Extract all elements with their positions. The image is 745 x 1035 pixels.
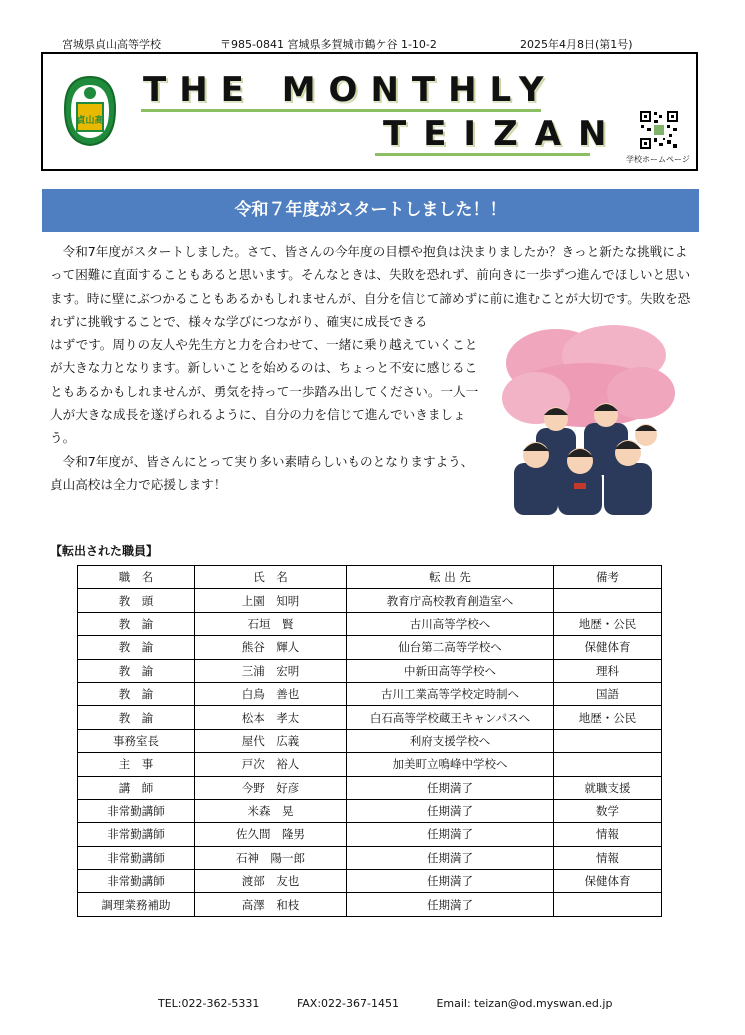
cell-remarks [554,753,662,776]
cell-remarks: 情報 [554,823,662,846]
transferred-staff-table [77,565,662,917]
masthead-title-line2: TEIZAN [383,114,624,154]
cell-position: 講 師 [78,776,195,799]
footer-email[interactable]: Email: teizan@od.myswan.ed.jp [436,997,613,1010]
cell-position: 調理業務補助 [78,893,195,916]
cell-destination: 古川高等学校へ [347,612,554,635]
column-header-destination: 転 出 先 [347,566,554,589]
staff-rows [78,589,662,916]
cell-destination: 任期満了 [347,846,554,869]
cell-name: 石垣 賢 [195,612,347,635]
cell-name: 佐久間 隆男 [195,823,347,846]
table-row [78,612,662,635]
table-row [78,799,662,822]
article-paragraph-1-continued: はずです。周りの友人や先生方と力を合わせて、一緒に乗り越えていくことが大きな力となります。新しいことを始めるのは、ちょっと不安に感じることもあるかもしれませんが、勇気を持って一歩踏み出してください。一人一人が大きな成長を遂げられるように、自分の力を信じて進んでいきましょう。 [50,337,479,446]
cell-name: 戸次 裕人 [195,753,347,776]
cell-position: 非常勤講師 [78,846,195,869]
masthead-title-line1: THE MONTHLY [143,70,557,110]
issue-date: 2025年4月8日(第1号) [520,38,633,51]
cell-remarks: 情報 [554,846,662,869]
table-row [78,636,662,659]
cell-destination: 任期満了 [347,893,554,916]
column-header-name: 氏 名 [195,566,347,589]
cherry-blossom-students-illustration [496,323,676,515]
table-row [78,706,662,729]
cell-destination: 任期満了 [347,823,554,846]
cell-name: 今野 好彦 [195,776,347,799]
cell-position: 教 諭 [78,706,195,729]
logo-text: 貞山高 [76,116,104,126]
cell-destination: 教育庁高校教育創造室へ [347,589,554,612]
footer-fax: FAX:022-367-1451 [296,997,399,1010]
cell-destination: 利府支援学校へ [347,729,554,752]
cell-remarks [554,729,662,752]
cell-name: 石神 陽一郎 [195,846,347,869]
school-address: 〒985-0841 宮城県多賀城市鶴ケ谷 1-10-2 [220,38,437,51]
cell-position: 教 諭 [78,682,195,705]
masthead [41,52,698,171]
top-info-line [62,36,682,52]
cell-destination: 仙台第二高等学校へ [347,636,554,659]
table-row [78,729,662,752]
cell-destination: 任期満了 [347,870,554,893]
cell-name: 渡部 友也 [195,870,347,893]
table-row [78,589,662,612]
cell-position: 教 頭 [78,589,195,612]
cell-remarks: 地歴・公民 [554,612,662,635]
cell-position: 事務室長 [78,729,195,752]
cell-remarks [554,589,662,612]
table-row [78,893,662,916]
cell-position: 非常勤講師 [78,799,195,822]
cell-position: 非常勤講師 [78,823,195,846]
cell-destination: 任期満了 [347,799,554,822]
cell-remarks: 保健体育 [554,636,662,659]
cell-remarks [554,893,662,916]
cell-name: 上園 知明 [195,589,347,612]
cell-remarks: 数学 [554,799,662,822]
cell-destination: 加美町立鳴峰中学校へ [347,753,554,776]
cell-name: 松本 孝太 [195,706,347,729]
cell-name: 屋代 広義 [195,729,347,752]
cell-name: 白鳥 善也 [195,682,347,705]
article-paragraph-2: 令和7年度が、皆さんにとって実り多い素晴らしいものとなりますよう、貞山高校は全力で応援します！ [50,453,474,492]
cell-destination: 任期満了 [347,776,554,799]
staff-section-title: 【転出された職員】 [50,544,159,558]
table-row [78,659,662,682]
cell-name: 米森 晃 [195,799,347,822]
table-row [78,823,662,846]
column-header-position: 職 名 [78,566,195,589]
footer-tel: TEL:022-362-5331 [158,997,260,1010]
cell-destination: 中新田高等学校へ [347,659,554,682]
cell-remarks: 地歴・公民 [554,706,662,729]
column-header-remarks: 備考 [554,566,662,589]
qr-label: 学校ホームページ [626,155,690,164]
cell-remarks: 保健体育 [554,870,662,893]
cell-remarks: 就職支援 [554,776,662,799]
cell-position: 主 事 [78,753,195,776]
cell-remarks: 国語 [554,682,662,705]
cell-name: 高澤 和枝 [195,893,347,916]
qr-code-icon[interactable] [639,110,679,150]
cell-position: 非常勤講師 [78,870,195,893]
table-row [78,682,662,705]
table-row [78,870,662,893]
cell-remarks: 理科 [554,659,662,682]
headline-banner: 令和７年度がスタートしました！！ [42,189,699,232]
footer-contact [158,997,646,1010]
cell-name: 三浦 宏明 [195,659,347,682]
cell-position: 教 諭 [78,636,195,659]
cell-name: 熊谷 輝人 [195,636,347,659]
cell-destination: 白石高等学校蔵王キャンパスへ [347,706,554,729]
cell-position: 教 諭 [78,659,195,682]
table-row [78,753,662,776]
school-emblem-logo [57,71,123,149]
table-row [78,776,662,799]
cell-destination: 古川工業高等学校定時制へ [347,682,554,705]
table-header-row [78,566,662,589]
school-name: 宮城県貞山高等学校 [62,38,161,51]
cell-position: 教 諭 [78,612,195,635]
table-row [78,846,662,869]
article-paragraph-1: 令和7年度がスタートしました。さて、皆さんの今年度の目標や抱負は決まりましたか？きっと新たな挑戦によって困難に直面することもあると思います。そんなときは、失敗を恐れず、前向きに一歩ずつ進んでほしいと思います。時に壁にぶつかることもあるかもしれませんが、自分を信じて諦めずに前に進むことが大切です。失敗を恐れずに挑戦することで、様々な学びにつながり、確実に成長できる [50,244,691,329]
